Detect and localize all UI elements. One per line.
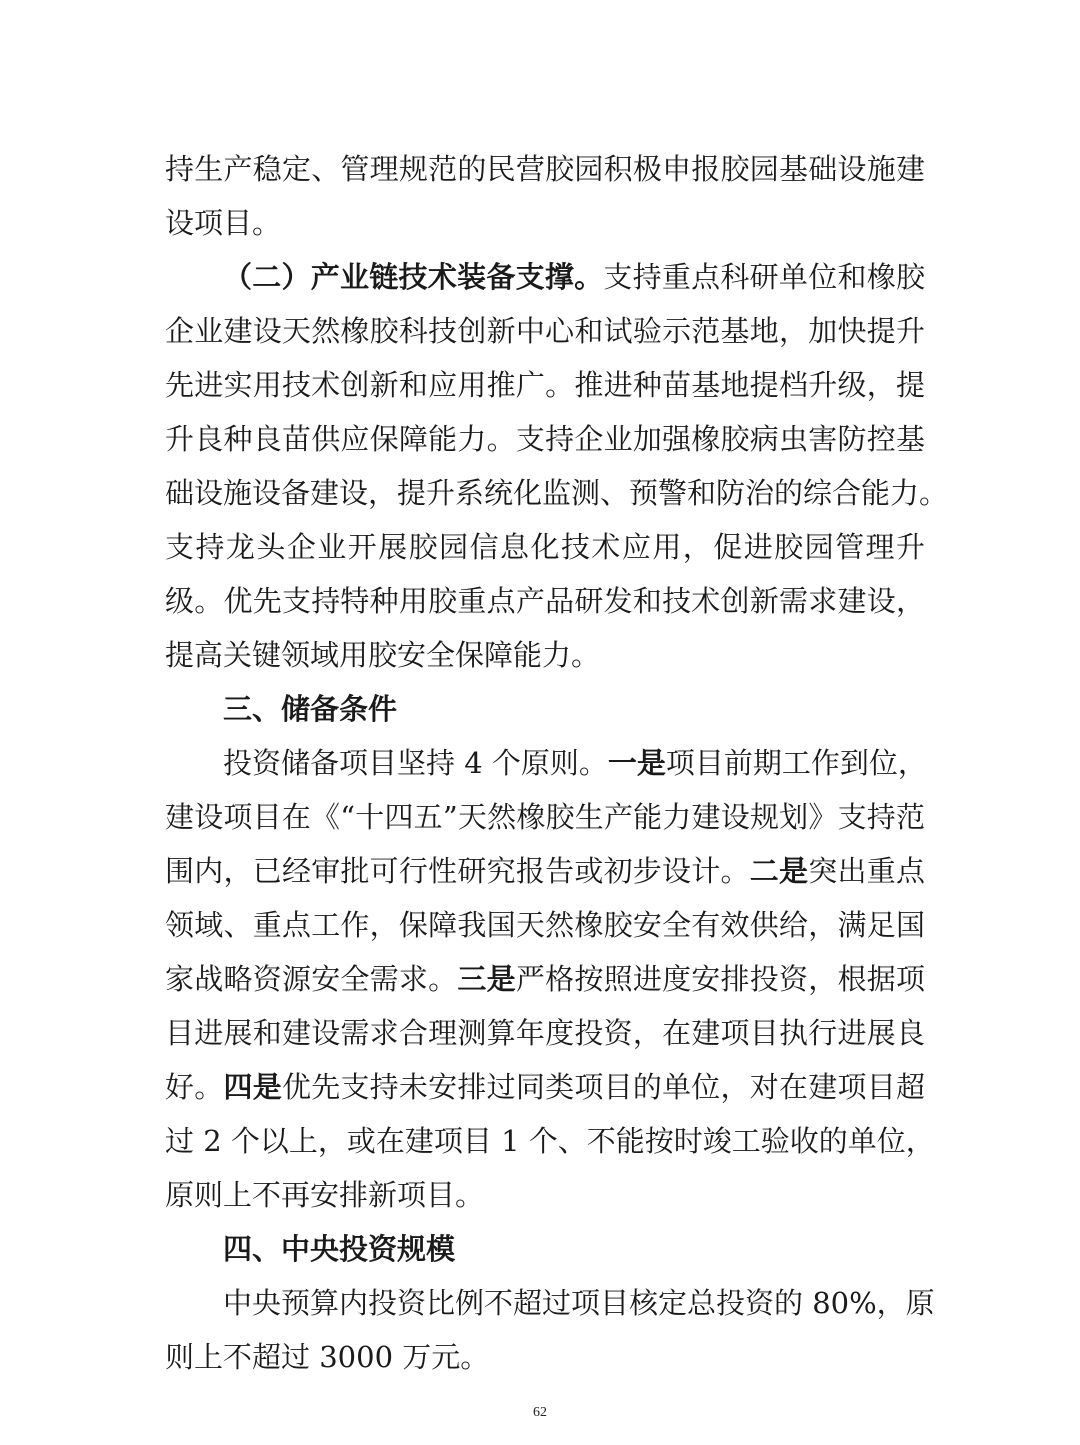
text-line <box>223 743 925 783</box>
text-span: 优先支持未安排过同类项目的单位，对在建项目超 <box>281 1070 925 1104</box>
text-span: 突出重点 <box>808 854 925 888</box>
text-line <box>165 851 925 891</box>
text-line: 础设施设备建设，提升系统化监测、预警和防治的综合能力。 <box>165 476 949 510</box>
text-line: 建设项目在《“十四五”天然橡胶生产能力建设规划》支持范 <box>165 800 925 834</box>
text-line: 设项目。 <box>165 206 282 240</box>
text-span: 围内，已经审批可行性研究报告或初步设计。 <box>165 854 750 888</box>
emphasis: 二是 <box>749 854 809 888</box>
text-span: 严格按照进度安排投资，根据项 <box>515 962 925 996</box>
section-heading: 四、中央投资规模 <box>223 1232 456 1266</box>
section-heading: 三、储备条件 <box>223 692 398 726</box>
text-line: 企业建设天然橡胶科技创新中心和试验示范基地，加快提升 <box>165 314 925 348</box>
text-span: 家战略资源安全需求。 <box>165 962 458 996</box>
text-line: 支持龙头企业开展胶园信息化技术应用，促进胶园管理升 <box>165 530 925 564</box>
subsection-title: （二）产业链技术装备支撑。 <box>223 260 604 294</box>
text-line: 先进实用技术创新和应用推广。推进种苗基地提档升级，提 <box>165 368 925 402</box>
text-line: 中央预算内投资比例不超过项目核定总投资的 80%，原 <box>223 1286 935 1320</box>
text-line: 过 2 个以上，或在建项目 1 个、不能按时竣工验收的单位， <box>165 1124 935 1158</box>
text-line: 目进展和建设需求合理测算年度投资，在建项目执行进展良 <box>165 1016 925 1050</box>
text-line: 原则上不再安排新项目。 <box>165 1178 485 1212</box>
text-span: 支持重点科研单位和橡胶 <box>603 260 925 294</box>
text-line: 领域、重点工作，保障我国天然橡胶安全有效供给，满足国 <box>165 908 925 942</box>
text-span: 项目前期工作到位， <box>665 746 927 780</box>
emphasis: 四是 <box>223 1070 282 1104</box>
emphasis: 一是 <box>607 746 666 780</box>
page-number: 62 <box>533 1405 547 1420</box>
text-line: 升良种良苗供应保障能力。支持企业加强橡胶病虫害防控基 <box>165 422 925 456</box>
text-line: 级。优先支持特种用胶重点产品研发和技术创新需求建设， <box>165 584 925 618</box>
text-line <box>165 959 925 999</box>
section-paragraph-line <box>223 257 925 297</box>
text-line: 提高关键领域用胶安全保障能力。 <box>165 638 601 672</box>
text-line: 则上不超过 3000 万元。 <box>165 1340 490 1374</box>
text-span: 好。 <box>165 1070 224 1104</box>
emphasis: 三是 <box>457 962 516 996</box>
text-span: 投资储备项目坚持 4 个原则。 <box>223 746 608 780</box>
text-line <box>165 1067 925 1107</box>
text-line: 持生产稳定、管理规范的民营胶园积极申报胶园基础设施建 <box>165 152 925 186</box>
